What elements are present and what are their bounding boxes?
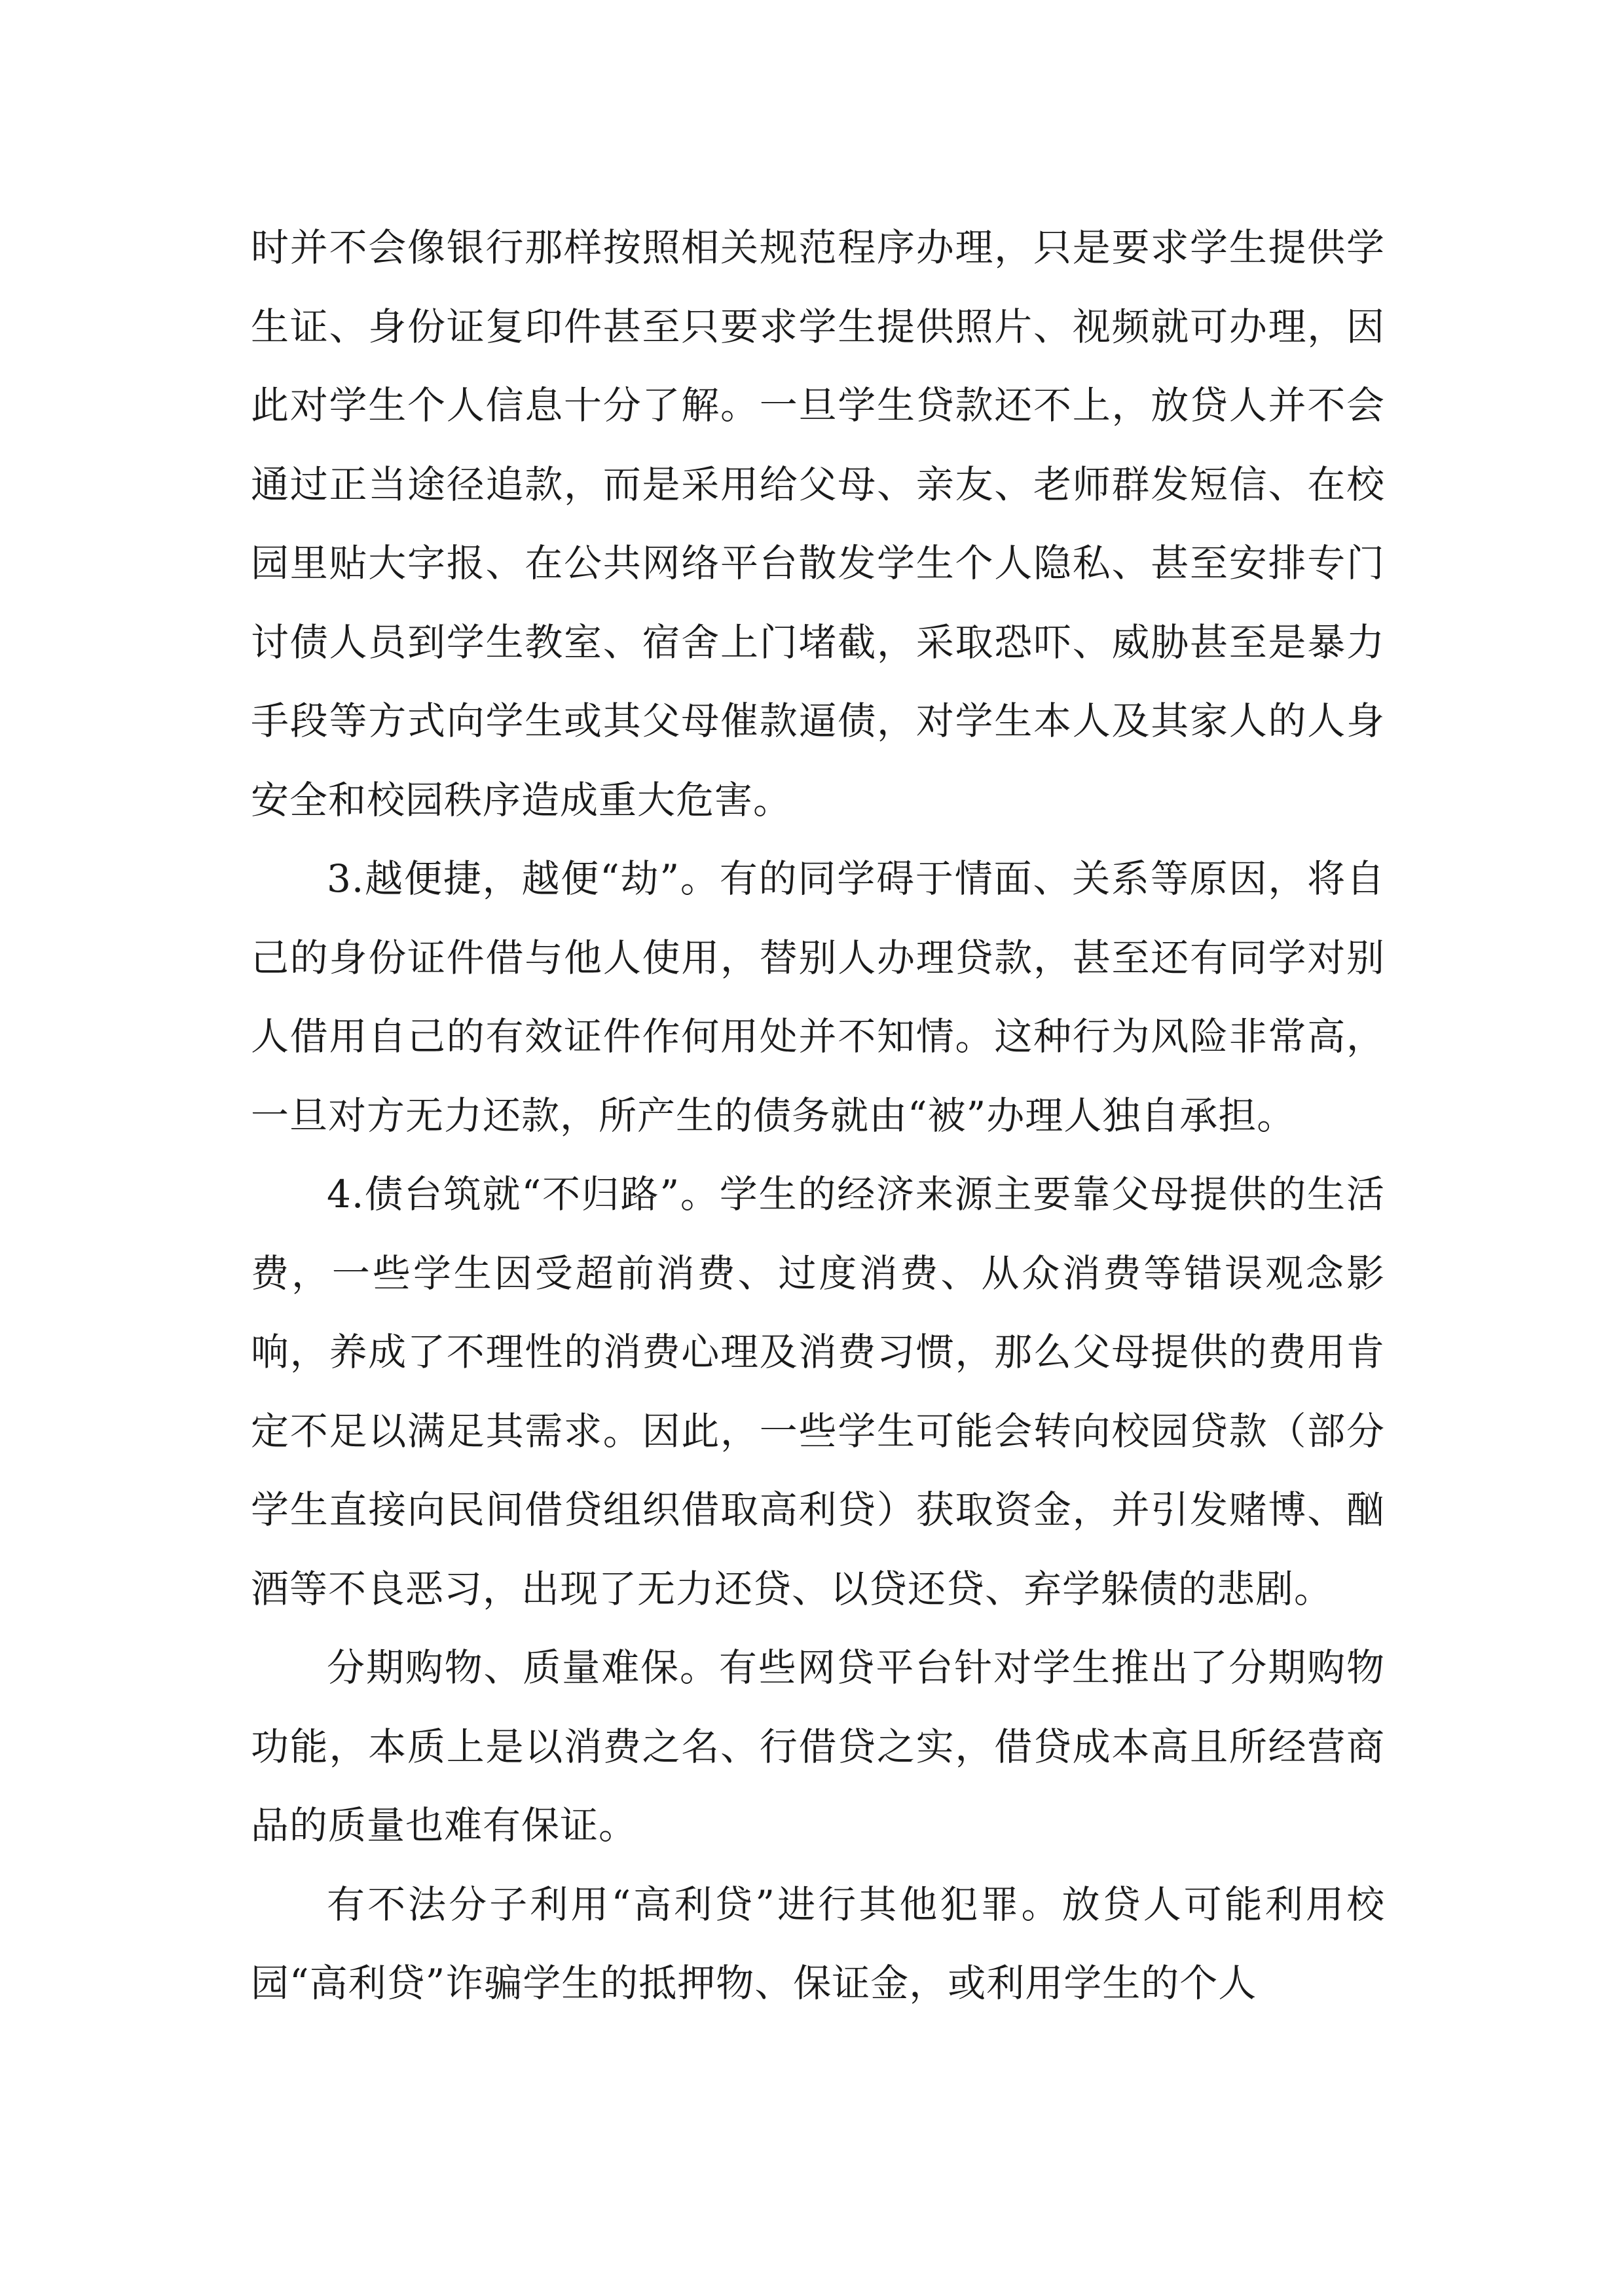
document-body: [251, 208, 1385, 2023]
paragraph-1: 时并不会像银行那样按照相关规范程序办理，只是要求学生提供学生证、身份证复印件甚至只要求学生提供照片、视频就可办理，因此对学生个人信息十分了解。一旦学生贷款还不上，放贷人并不会通过正当途径追款，而是采用给父母、亲友、老师群发短信、在校园里贴大字报、在公共网络平台散发学生个人隐私、甚至安排专门讨债人员到学生教室、宿舍上门堵截，采取恐吓、威胁甚至是暴力手段等方式向学生或其父母催款逼债，对学生本人及其家人的人身安全和校园秩序造成重大危害。: [251, 225, 1385, 822]
paragraph-3: 4.债台筑就“不归路”。学生的经济来源主要靠父母提供的生活费，一些学生因受超前消费、过度消费、从众消费等错误观念影响，养成了不理性的消费心理及消费习惯，那么父母提供的费用肯定不足以满足其需求。因此，一些学生可能会转向校园贷款（部分学生直接向民间借贷组织借取高利贷）获取资金，并引发赌博、酗酒等不良恶习，出现了无力还贷、以贷还贷、弃学躲债的悲剧。: [251, 1172, 1385, 1611]
paragraph-4: 分期购物、质量难保。有些网贷平台针对学生推出了分期购物功能，本质上是以消费之名、行借贷之实，借贷成本高且所经营商品的质量也难有保证。: [251, 1645, 1385, 1848]
paragraph-2: 3.越便捷，越便“劫”。有的同学碍于情面、关系等原因，将自己的身份证件借与他人使用，替别人办理贷款，甚至还有同学对别人借用自己的有效证件作何用处并不知情。这种行为风险非常高，一旦对方无力还款，所产生的债务就由“被”办理人独自承担。: [251, 856, 1385, 1138]
paragraph-5: 有不法分子利用“高利贷”进行其他犯罪。放贷人可能利用校园“高利贷”诈骗学生的抵押物、保证金，或利用学生的个人: [251, 1882, 1385, 2005]
